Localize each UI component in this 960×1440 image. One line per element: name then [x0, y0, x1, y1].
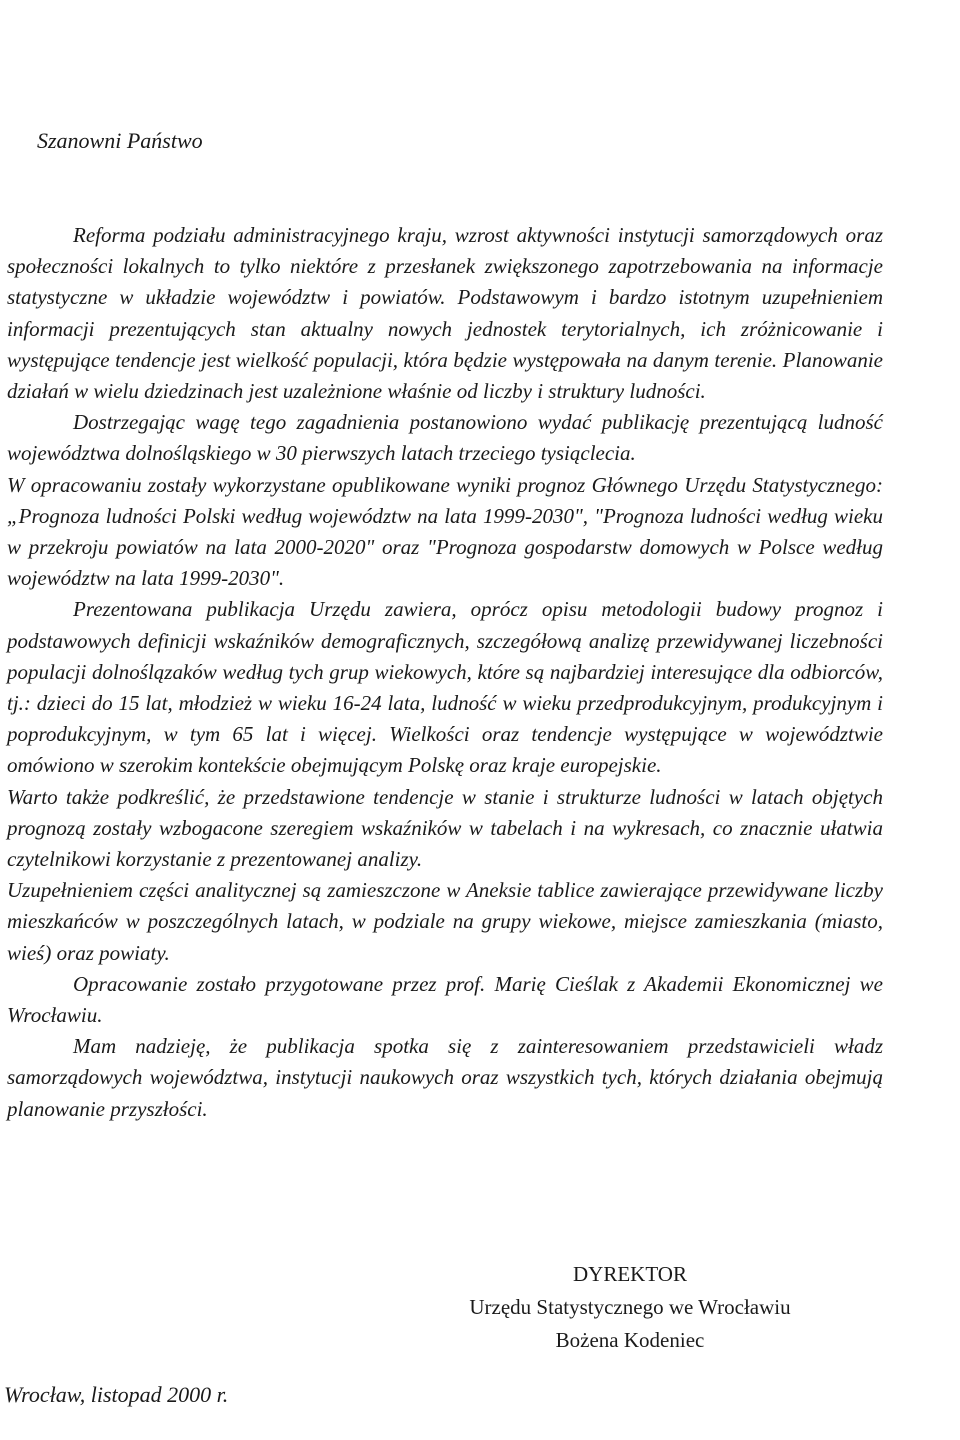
signature-block [430, 1258, 830, 1357]
paragraph-importance: Dostrzegając wagę tego zagadnienia postanowiono wydać publikację prezentującą ludność województwa dolnośląskiego w 30 pierwszych latach trzeciego tysiąclecia. [7, 410, 883, 466]
paragraph-closing: Mam nadzieję, że publikacja spotka się z zainteresowaniem przedstawicieli władz samorządowych województwa, instytucji naukowych oraz wszystkich tych, których działania obejmują planowanie przyszłości. [7, 1034, 883, 1121]
letter-body [7, 220, 883, 1125]
paragraph-contents: Prezentowana publikacja Urzędu zawiera, oprócz opisu metodologii budowy prognoz i podstawowych definicji wskaźników demograficznych, szczegółową analizę przewidywanej liczebności populacji dolnoślązaków według tych grup wiekowych, które są najbardziej interesujące dla odbiorców, tj.: dzieci do 15 lat, młodzież w wieku 16-24 lata, ludność w wieku przedprodukcyjnym, produkcyjnym i poprodukcyjnym, w tym 65 lat i więcej. Wielkości oraz tendencje występujące w województwie omówiono w szerokim kontekście obejmującym Polskę oraz kraje europejskie. [7, 597, 883, 778]
salutation: Szanowni Państwo [37, 128, 203, 153]
paragraph-tendencies: Warto także podkreślić, że przedstawione tendencje w stanie i strukturze ludności w latach objętych prognozą zostały wzbogacone szeregiem wskaźników w tabelach i na wykresach, co znacznie ułatwia czytelnikowi korzystanie z prezentowanej analizy. [7, 784, 883, 872]
signature-office: Urzędu Statystycznego we Wrocławiu [469, 1295, 791, 1319]
paragraph-author: Opracowanie zostało przygotowane przez prof. Marię Cieślak z Akademii Ekonomicznej we Wrocławiu. [7, 971, 883, 1028]
signature-name: Bożena Kodeniec [555, 1328, 705, 1352]
signature-title: DYREKTOR [573, 1262, 687, 1286]
place-date: Wrocław, listopad 2000 r. [4, 1382, 229, 1407]
paragraph-reform: Reforma podziału administracyjnego kraju, wzrost aktywności instytucji samorządowych oraz społeczności lokalnych to tylko niektóre z przesłanek zwiększonego zapotrzebowania na informacje statystyczne w układzie województw i powiatów. Podstawowym i bardzo istotnym uzupełnieniem informacji prezentujących stan aktualny nowych jednostek terytorialnych, ich zróżnicowanie i występujące tendencje jest wielkość populacji, która będzie występowała na danym terenie. Planowanie działań w wielu dziedzinach jest uzależnione właśnie od liczby i struktury ludności. [7, 223, 883, 404]
paragraph-sources: W opracowaniu zostały wykorzystane opublikowane wyniki prognoz Głównego Urzędu Statystycznego: „Prognoza ludności Polski według województw na lata 1999-2030", "Prognoza ludności według wieku w przekroju powiatów na lata 2000-2020" oraz "Prognoza gospodarstw domowych w Polsce według województw na lata 1999-2030". [7, 472, 883, 591]
paragraph-annex: Uzupełnieniem części analitycznej są zamieszczone w Aneksie tablice zawierające przewidywane liczby mieszkańców w poszczególnych latach, w podziale na grupy wiekowe, miejsce zamieszkania (miasto, wieś) oraz powiaty. [7, 878, 883, 965]
